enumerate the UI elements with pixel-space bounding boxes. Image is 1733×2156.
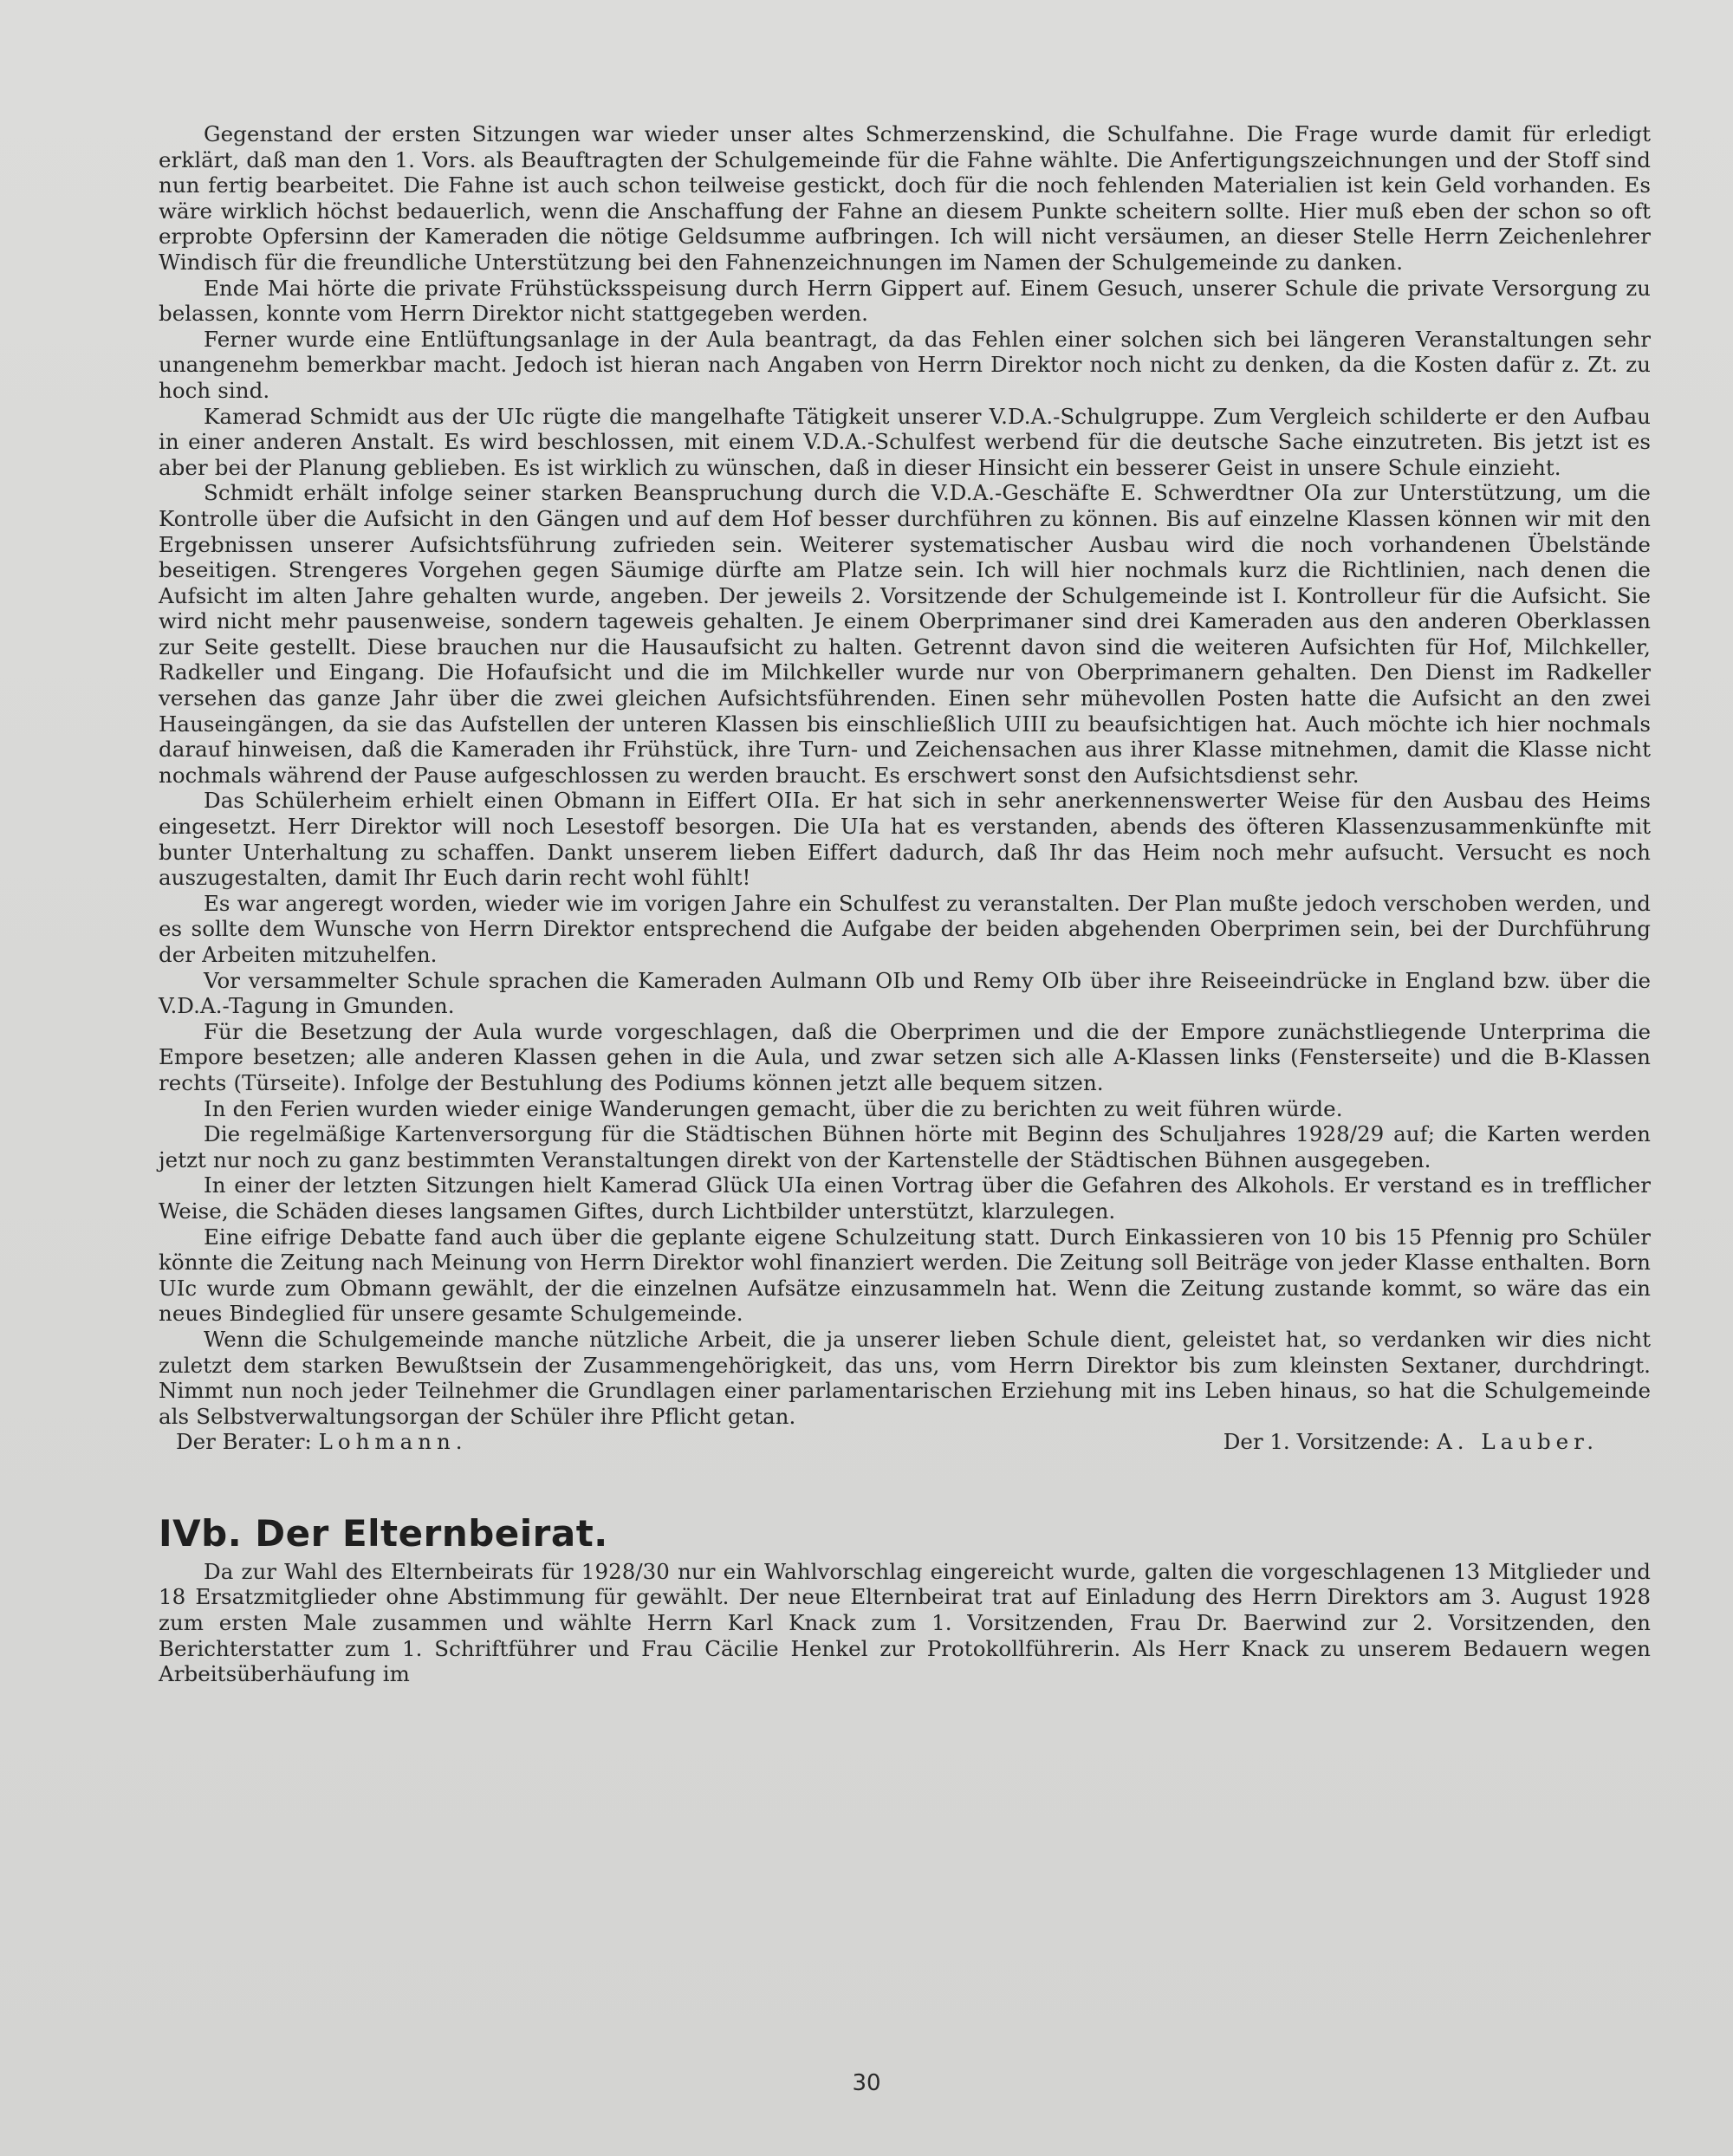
paragraph-reiseeindruecke: Vor versammelter Schule sprachen die Kameraden Aulmann OIb und Remy OIb über ihre Reiseeindrücke in England bzw. über die V.D.A.-Tagung in Gmunden. [159,967,1651,1019]
page-number: 30 [852,2070,881,2096]
paragraph-schulzeitung: Eine eifrige Debatte fand auch über die geplante eigene Schulzeitung statt. Durch Einkassieren von 10 bis 15 Pfennig pro Schüler könnte die Zeitung nach Meinung von Herrn Direktor wohl finanziert werden. Die Zeitung soll Beiträge von jeder Klasse enthalten. Born UIc wurde zum Obmann gewählt, der die einzelnen Aufsätze einzusammeln hat. Wenn die Zeitung zustande kommt, so wäre das ein neues Bindeglied für unsere gesamte Schulgemeinde. [159,1224,1651,1327]
paragraph-kartenversorgung: Die regelmäßige Kartenversorgung für die Städtischen Bühnen hörte mit Beginn des Schuljahres 1928/29 auf; die Karten werden jetzt nur noch zu ganz bestimmten Veranstaltungen direkt von der Kartenstelle der Städtischen Bühnen ausgegeben. [159,1121,1651,1172]
signature-berater-name: Lohmann. [318,1429,468,1455]
paragraph-schlusswort: Wenn die Schulgemeinde manche nützliche Arbeit, die ja unserer lieben Schule dient, geleistet hat, so verdanken wir dies nicht zuletzt dem starken Bewußtsein der Zusammengehörigkeit, das uns, vom Herrn Direktor bis zum kleinsten Sextaner, durchdringt. Nimmt nun noch jeder Teilnehmer die Grundlagen einer parlamentarischen Erziehung mit ins Leben hinaus, so hat die Schulgemeinde als Selbstverwaltungsorgan der Schüler ihre Pflicht getan. [159,1326,1651,1429]
paragraph-schuelerheim: Das Schülerheim erhielt einen Obmann in Eiffert OIIa. Er hat sich in sehr anerkennenswerter Weise für den Ausbau des Heims eingesetzt. Herr Direktor will noch Lesestoff besorgen. Die UIa hat es verstanden, abends des öfteren Klassenzusammenkünfte mit bunter Unterhaltung zu schaffen. Dankt unserem lieben Eiffert dadurch, daß Ihr das Heim noch mehr aufsucht. Versucht es noch auszugestalten, damit Ihr Euch darin recht wohl fühlt! [159,788,1651,891]
page-content [159,121,1651,1687]
paragraph-aufsicht: Schmidt erhält infolge seiner starken Beanspruchung durch die V.D.A.-Geschäfte E. Schwerdtner OIa zur Unterstützung, um die Kontrolle über die Aufsicht in den Gängen und auf dem Hof besser durchführen zu können. Bis auf einzelne Klassen können wir mit den Ergebnissen unserer Aufsichtsführung zufrieden sein. Weiterer systematischer Ausbau wird die noch vorhandenen Übelstände beseitigen. Strengeres Vorgehen gegen Säumige dürfte am Platze sein. Ich will hier nochmals kurz die Richtlinien, nach denen die Aufsicht im alten Jahre gehalten wurde, angeben. Der jeweils 2. Vorsitzende der Schulgemeinde ist I. Kontrolleur für die Aufsicht. Sie wird nicht mehr pausenweise, sondern tageweis gehalten. Je einem Oberprimaner sind drei Kameraden aus den anderen Oberklassen zur Seite gestellt. Diese brauchen nur die Hausaufsicht zu halten. Getrennt davon sind die weiteren Aufsichten für Hof, Milchkeller, Radkeller und Eingang. Die Hofaufsicht und die im Milchkeller wurde nur von Oberprimanern gehalten. Den Dienst im Radkeller versehen das ganze Jahr über die zwei gleichen Aufsichtsführenden. Einen sehr mühevollen Posten hatte die Aufsicht an den zwei Hauseingängen, da sie das Aufstellen der unteren Klassen bis einschließlich UIII zu beaufsichtigen hat. Auch möchte ich hier nochmals darauf hinweisen, daß die Kameraden ihr Frühstück, ihre Turn- und Zeichensachen aus ihrer Klasse mitnehmen, damit die Klasse nicht nochmals während der Pause aufgeschlossen zu werden braucht. Es erschwert sonst den Aufsichtsdienst sehr. [159,480,1651,788]
paragraph-elternbeirat: Da zur Wahl des Elternbeirats für 1928/30 nur ein Wahlvorschlag eingereicht wurde, galten die vorgeschlagenen 13 Mitglieder und 18 Ersatzmitglieder ohne Abstimmung für gewählt. Der neue Elternbeirat trat auf Einladung des Herrn Direktors am 3. August 1928 zum ersten Male zusammen und wählte Herrn Karl Knack zum 1. Vorsitzenden, Frau Dr. Baerwind zur 2. Vorsitzenden, den Berichterstatter zum 1. Schriftführer und Frau Cäcilie Henkel zur Protokollführerin. Als Herr Knack zu unserem Bedauern wegen Arbeitsüberhäufung im [159,1558,1651,1687]
paragraph-schulfest: Es war angeregt worden, wieder wie im vorigen Jahre ein Schulfest zu veranstalten. Der Plan mußte jedoch verschoben werden, und es sollte dem Wunsche von Herrn Direktor entsprechend die Aufgabe der beiden abgehenden Oberprimen sein, bei der Durchführung der Arbeiten mitzuhelfen. [159,890,1651,967]
signature-vorsitzender [1223,1429,1651,1455]
signature-berater-label: Der Berater: [176,1429,312,1455]
paragraph-fruehstueck: Ende Mai hörte die private Frühstücksspeisung durch Herrn Gippert auf. Einem Gesuch, unserer Schule die private Versorgung zu belassen, konnte vom Herrn Direktor nicht stattgegeben werden. [159,275,1651,327]
paragraph-schulfahne: Gegenstand der ersten Sitzungen war wieder unser altes Schmerzenskind, die Schulfahne. Die Frage wurde damit für erledigt erklärt, daß man den 1. Vors. als Beauftragten der Schulgemeinde für die Fahne wählte. Die Anfertigungszeichnungen und der Stoff sind nun fertig bearbeitet. Die Fahne ist auch schon teilweise gestickt, doch für die noch fehlenden Materialien ist kein Geld vorhanden. Es wäre wirklich höchst bedauerlich, wenn die Anschaffung der Fahne an diesem Punkte scheitern sollte. Hier muß eben der schon so oft erprobte Opfersinn der Kameraden die nötige Geldsumme aufbringen. Ich will nicht versäumen, an dieser Stelle Herrn Zeichenlehrer Windisch für die freundliche Unterstützung bei den Fahnenzeichnungen im Namen der Schulgemeinde zu danken. [159,121,1651,275]
paragraph-wanderungen: In den Ferien wurden wieder einige Wanderungen gemacht, über die zu berichten zu weit führen würde. [204,1095,1343,1121]
signature-vorsitzender-name: A. Lauber. [1437,1429,1599,1455]
paragraph-entlueftung: Ferner wurde eine Entlüftungsanlage in der Aula beantragt, da das Fehlen einer solchen sich bei längeren Veranstaltungen sehr unangenehm bemerkbar macht. Jedoch ist hieran nach Angaben von Herrn Direktor noch nicht zu denken, da die Kosten dafür z. Zt. zu hoch sind. [159,326,1651,403]
signature-berater [159,1429,468,1455]
section-heading: IVb. Der Elternbeirat. [159,1511,608,1555]
signature-vorsitzender-label: Der 1. Vorsitzende: [1223,1429,1431,1455]
paragraph-aula: Für die Besetzung der Aula wurde vorgeschlagen, daß die Oberprimen und die der Empore zunächstliegende Unterprima die Empore besetzen; alle anderen Klassen gehen in die Aula, und zwar setzen sich alle A-Klassen links (Fensterseite) und die B-Klassen rechts (Türseite). Infolge der Bestuhlung des Podiums können jetzt alle bequem sitzen. [159,1018,1651,1095]
signature-line [159,1429,1651,1455]
paragraph-alkohol-vortrag: In einer der letzten Sitzungen hielt Kamerad Glück UIa einen Vortrag über die Gefahren des Alkohols. Er verstand es in trefflicher Weise, die Schäden dieses langsamen Giftes, durch Lichtbilder unterstützt, klarzulegen. [159,1172,1651,1224]
paragraph-vda-schulgruppe: Kamerad Schmidt aus der UIc rügte die mangelhafte Tätigkeit unserer V.D.A.-Schulgruppe. Zum Vergleich schilderte er den Aufbau in einer anderen Anstalt. Es wird beschlossen, mit einem V.D.A.-Schulfest werbend für die deutsche Sache einzutreten. Bis jetzt ist es aber bei der Planung geblieben. Es ist wirklich zu wünschen, daß in dieser Hinsicht ein besserer Geist in unsere Schule einzieht. [159,403,1651,480]
